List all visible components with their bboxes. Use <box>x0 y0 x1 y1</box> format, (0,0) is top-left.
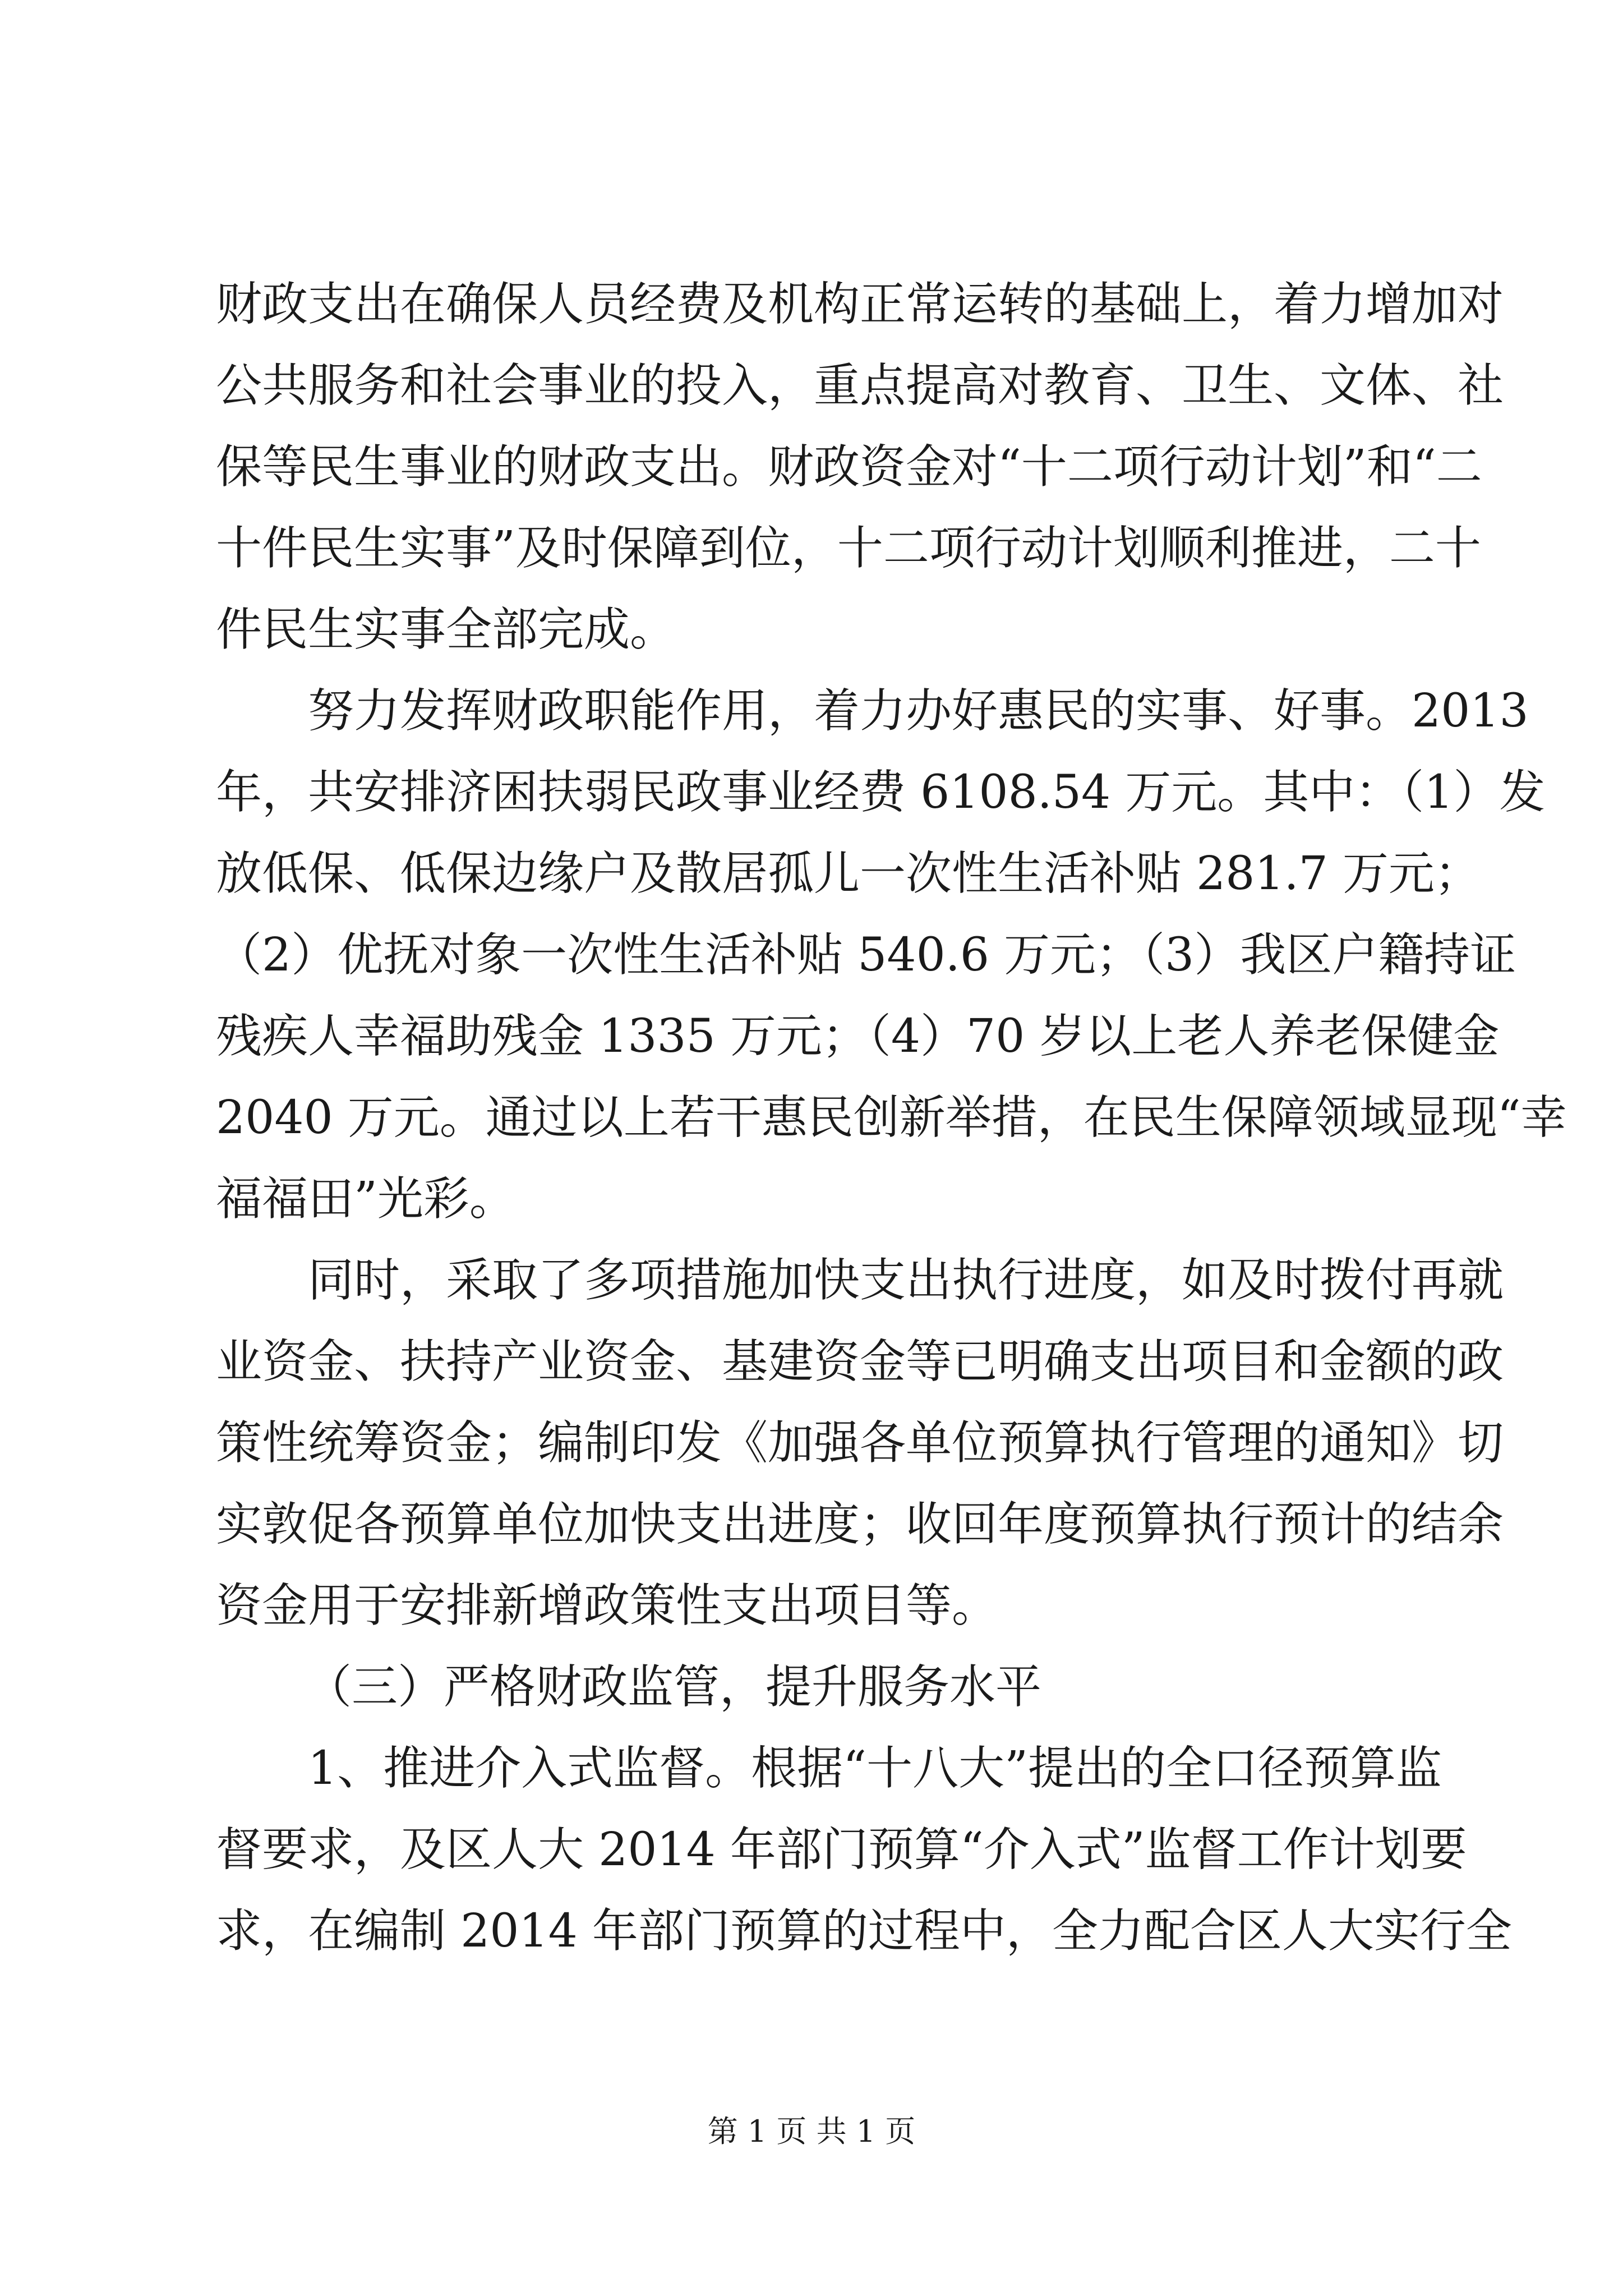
text-line: 同时，采取了多项措施加快支出执行进度，如及时拨付再就 <box>308 1254 1504 1307</box>
text-line: 财政支出在确保人员经费及机构正常运转的基础上，着力增加对 <box>216 278 1504 331</box>
text-line: 十件民生实事”及时保障到位，十二项行动计划顺利推进，二十 <box>216 522 1481 575</box>
text-line: 资金用于安排新增政策性支出项目等。 <box>216 1579 998 1632</box>
text-line: 公共服务和社会事业的投入，重点提高对教育、卫生、文体、社 <box>216 359 1504 412</box>
document-body <box>216 264 1567 1972</box>
page-number-footer: 第 1 页 共 1 页 <box>707 2114 916 2149</box>
text-line: 件民生实事全部完成。 <box>216 603 676 656</box>
text-line: 努力发挥财政职能作用，着力办好惠民的实事、好事。2013 <box>308 684 1529 738</box>
text-line: 年，共安排济困扶弱民政事业经费 6108.54 万元。其中：（1）发 <box>216 766 1546 819</box>
text-line: 2040 万元。通过以上若干惠民创新举措，在民生保障领域显现“幸 <box>216 1091 1567 1144</box>
text-line: 实敦促各预算单位加快支出进度；收回年度预算执行预计的结余 <box>216 1498 1504 1551</box>
text-line: 策性统筹资金；编制印发《加强各单位预算执行管理的通知》切 <box>216 1416 1504 1470</box>
section-heading: （三）严格财政监管，提升服务水平 <box>306 1660 1042 1714</box>
text-line: 保等民生事业的财政支出。财政资金对“十二项行动计划”和“二 <box>216 440 1482 494</box>
text-line: 放低保、低保边缘户及散居孤儿一次性生活补贴 281.7 万元； <box>216 847 1481 900</box>
text-line: 督要求，及区人大 2014 年部门预算“介入式”监督工作计划要 <box>216 1823 1467 1876</box>
text-line: 福福田”光彩。 <box>216 1172 515 1226</box>
text-line: 求，在编制 2014 年部门预算的过程中，全力配合区人大实行全 <box>216 1904 1512 1958</box>
text-line: （2）优抚对象一次性生活补贴 540.6 万元；（3）我区户籍持证 <box>216 928 1516 982</box>
text-line: 业资金、扶持产业资金、基建资金等已明确支出项目和金额的政 <box>216 1335 1504 1388</box>
text-line: 残疾人幸福助残金 1335 万元；（4）70 岁以上老人养老保健金 <box>216 1010 1500 1063</box>
text-line: 1、推进介入式监督。根据“十八大”提出的全口径预算监 <box>308 1742 1442 1795</box>
